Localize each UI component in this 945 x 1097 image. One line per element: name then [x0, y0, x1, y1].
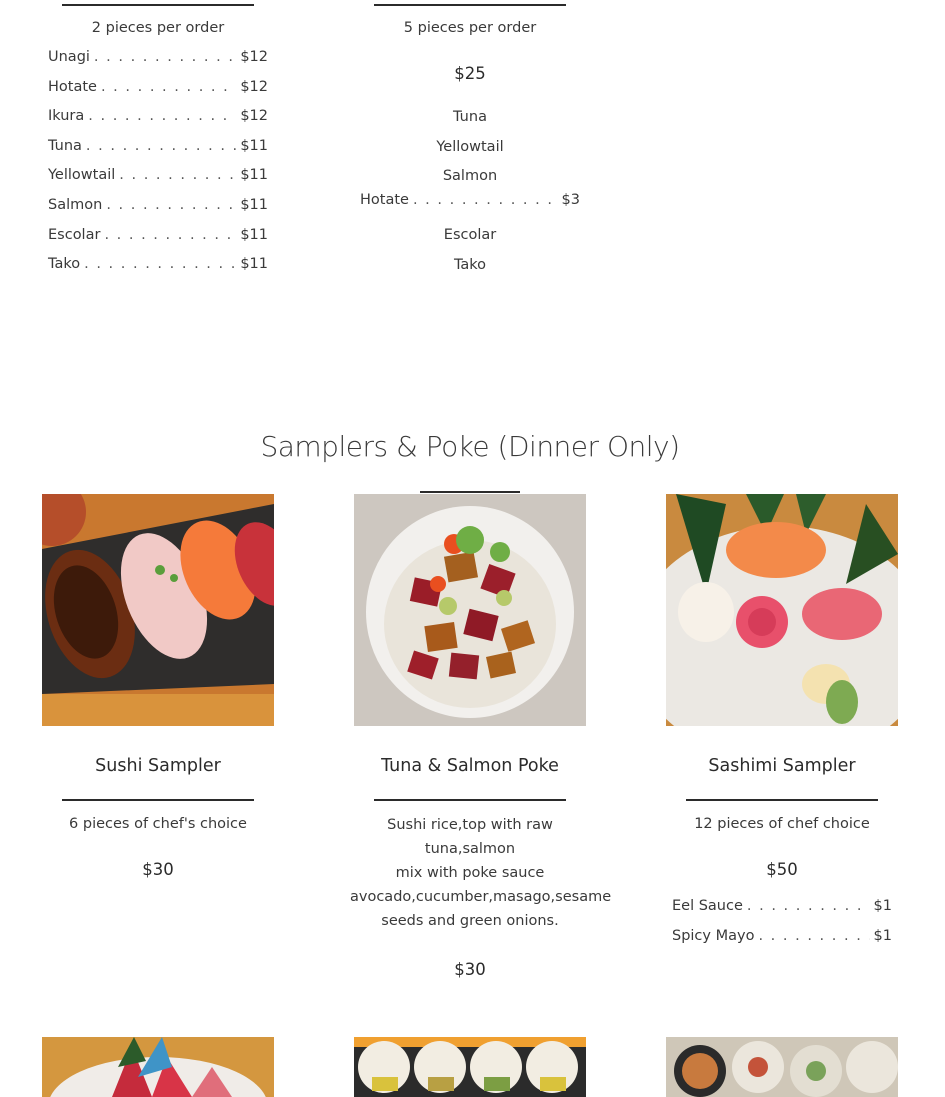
menu-item-name: Eel Sauce: [672, 898, 743, 914]
menu-item-name: Hotate: [48, 78, 97, 95]
leader-dots: [101, 79, 236, 95]
menu-item-price: $12: [240, 108, 268, 125]
poke-bowl-photo: [354, 494, 586, 726]
sampler-top-pieces-note: 5 pieces per order: [403, 20, 537, 36]
leader-dots: [88, 108, 236, 124]
menu-item-name: Yellowtail: [48, 167, 116, 184]
menu-item-name: Escolar: [48, 226, 101, 243]
sampler-top-column: [354, 20, 586, 281]
sampler-top-price: $25: [454, 64, 486, 83]
leader-dots: [84, 256, 236, 272]
maki-roll-photo: [354, 1037, 586, 1097]
menu-item: [672, 928, 892, 958]
section-title: Samplers & Poke (Dinner Only): [260, 430, 680, 463]
card-description: 6 pieces of chef's choice: [69, 816, 247, 832]
list-item: Yellowtail: [436, 138, 504, 155]
menu-item-price: $1: [873, 927, 892, 944]
card-price: $30: [142, 860, 174, 879]
menu-item-name: Unagi: [48, 49, 90, 65]
menu-item: [48, 197, 268, 227]
section-title-underline: [420, 491, 520, 493]
menu-item-price: $11: [240, 256, 268, 273]
card-description: [350, 813, 612, 933]
card-sashimi-sampler: [666, 816, 898, 957]
menu-item-name: Ikura: [48, 108, 85, 125]
menu-item: [48, 256, 268, 286]
menu-item: [48, 108, 268, 138]
menu-item-price: $11: [240, 137, 268, 154]
list-item: Tuna: [453, 109, 487, 125]
menu-item: [360, 192, 580, 222]
nigiri-column: [42, 20, 274, 286]
description-line: Sushi rice,top with raw tuna,salmon: [387, 817, 553, 857]
leader-dots: [106, 197, 236, 213]
california-roll-photo: [666, 1037, 898, 1097]
card-divider: [686, 799, 878, 801]
sashimi-tuna-photo: [42, 1037, 274, 1097]
card-price: $50: [766, 860, 798, 879]
description-line: seeds and green onions.: [381, 913, 559, 929]
leader-dots: [104, 227, 236, 243]
card-title-poke: Tuna & Salmon Poke: [381, 756, 559, 776]
menu-item: [48, 79, 268, 109]
menu-item-price: $1: [873, 898, 892, 914]
menu-item: [672, 898, 892, 928]
menu-item-price: $11: [240, 167, 268, 184]
menu-item-name: Spicy Mayo: [672, 927, 755, 944]
menu-item: [48, 167, 268, 197]
list-item: Escolar: [443, 227, 497, 244]
menu-item-price: $3: [561, 191, 580, 208]
card-description: 12 pieces of chef choice: [694, 816, 870, 832]
sampler-top-divider: [374, 4, 566, 6]
nigiri-pieces-note: 2 pieces per order: [91, 20, 225, 36]
description-line: mix with poke sauce: [395, 865, 545, 881]
list-item: Salmon: [442, 168, 498, 185]
card-title-sushi-sampler: Sushi Sampler: [95, 756, 221, 776]
nigiri-divider: [62, 4, 254, 6]
card-divider: [374, 799, 566, 801]
list-item: Tako: [453, 256, 487, 273]
menu-item: [48, 138, 268, 168]
menu-item-price: $11: [240, 196, 268, 213]
addon-list: [666, 898, 898, 957]
sampler-top-list: [354, 103, 586, 281]
menu-item-name: Tuna: [48, 137, 82, 154]
menu-item-name: Salmon: [48, 196, 103, 213]
menu-item-price: $11: [240, 226, 268, 243]
sushi-nigiri-photo: [42, 494, 274, 726]
menu-item-name: Tako: [48, 256, 81, 273]
leader-dots: [758, 928, 869, 944]
card-sushi-sampler: [42, 816, 274, 879]
menu-item-name: Hotate: [360, 191, 409, 208]
card-price: $30: [454, 960, 486, 979]
leader-dots: [94, 49, 236, 65]
description-line: avocado,cucumber,masago,sesame: [350, 889, 612, 905]
sashimi-plate-photo: [666, 494, 898, 726]
leader-dots: [747, 898, 870, 914]
card-poke: [350, 816, 612, 979]
leader-dots: [119, 167, 236, 183]
nigiri-list: [42, 49, 274, 286]
card-divider: [62, 799, 254, 801]
leader-dots: [86, 138, 236, 154]
menu-item: [48, 227, 268, 257]
leader-dots: [413, 192, 558, 208]
menu-item: [48, 49, 268, 79]
card-title-sashimi-sampler: Sashimi Sampler: [708, 756, 856, 776]
menu-item-price: $12: [240, 49, 268, 65]
menu-item-price: $12: [240, 78, 268, 95]
